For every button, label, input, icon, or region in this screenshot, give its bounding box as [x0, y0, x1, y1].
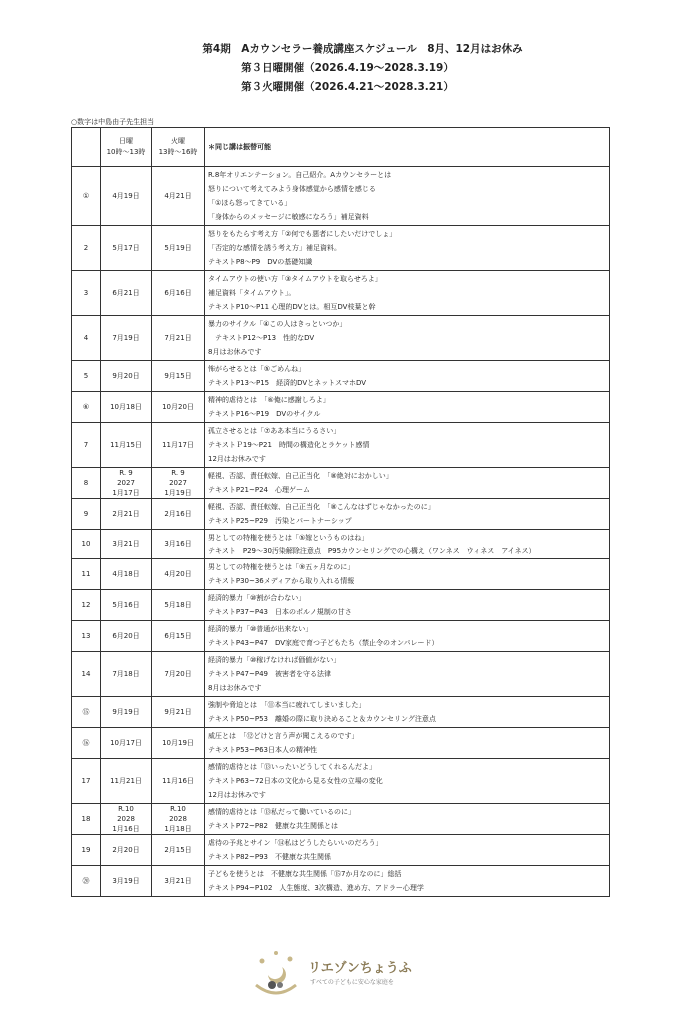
content-line: タイムアウトの使い方「③タイムアウトを取らせろよ」 [208, 275, 382, 283]
content-line: テキストP43~P47 DV家庭で育つ子どもたち（禁止令のオンパレード） [208, 639, 439, 647]
sunday-date [101, 866, 152, 897]
tuesday-date [152, 559, 205, 590]
tuesday-date [152, 728, 205, 759]
sunday-date [101, 361, 152, 392]
session-content [205, 590, 610, 621]
table-row [72, 759, 610, 804]
sunday-date [101, 530, 152, 559]
sunday-date [101, 423, 152, 468]
session-content [205, 167, 610, 226]
tuesday-date-text: 9月15日 [164, 372, 192, 380]
sunday-date-text: 5月16日 [112, 601, 140, 609]
content-line: 怒りについて考えてみよう身体感覚から感情を感じる [208, 185, 376, 193]
tuesday-date-text: R.10 [170, 805, 186, 813]
session-content [205, 759, 610, 804]
org-name: リエゾンちょうふ [308, 961, 412, 976]
session-number-text: 11 [81, 570, 91, 578]
session-number-text: 17 [81, 777, 91, 785]
sunday-date-text: 7月19日 [112, 334, 140, 342]
sunday-date-text: 7月18日 [112, 670, 140, 678]
session-number [72, 759, 101, 804]
tuesday-date-text: 7月20日 [164, 670, 192, 678]
session-number [72, 468, 101, 499]
tuesday-date [152, 468, 205, 499]
sunday-date-text: 10月17日 [110, 739, 142, 747]
session-number [72, 590, 101, 621]
tuesday-date [152, 759, 205, 804]
header-sunday-day: 日曜 [119, 137, 133, 145]
sunday-date [101, 559, 152, 590]
content-line: テキストP21~P24 心理ゲーム [208, 486, 310, 494]
session-number-text: ⑥ [82, 403, 90, 411]
sunday-date [101, 728, 152, 759]
session-content [205, 835, 610, 866]
session-number-text: 2 [83, 244, 89, 252]
schedule-table [71, 127, 610, 897]
sunday-date-text: 9月20日 [112, 372, 140, 380]
session-number [72, 499, 101, 530]
session-number-text: ① [82, 192, 90, 200]
tuesday-date [152, 423, 205, 468]
sunday-date [101, 392, 152, 423]
sunday-date [101, 167, 152, 226]
header-transfer-note: ＊同じ講は振替可能 [205, 128, 610, 167]
moon-stars-logo-icon [248, 945, 304, 1001]
table-row [72, 530, 610, 559]
tuesday-date-text: 10月20日 [162, 403, 194, 411]
tuesday-date-text: 11月17日 [162, 441, 194, 449]
sunday-date [101, 835, 152, 866]
content-line: R.8年オリエンテーション。自己紹介。Aカウンセラーとは [208, 171, 392, 179]
content-line: 経済的暴力「⑩割が合わない」 [208, 594, 306, 602]
sunday-date-text: 3月19日 [112, 877, 140, 885]
sunday-date [101, 621, 152, 652]
session-number [72, 316, 101, 361]
session-number-text: 19 [81, 846, 91, 854]
content-line: テキストP94~P102 人生態度、3次構造、進め方、アドラー心理学 [208, 884, 424, 892]
sunday-date-text: 4月18日 [112, 570, 140, 578]
session-content [205, 804, 610, 835]
tuesday-date-text: 4月20日 [164, 570, 192, 578]
document-header [0, 40, 675, 97]
session-number-text: 4 [83, 334, 89, 342]
tuesday-date-text: 3月21日 [164, 877, 192, 885]
session-number-text: 18 [81, 815, 91, 823]
tuesday-date-text: 3月16日 [164, 540, 192, 548]
content-line: 感情的虐待とは「⑬いったいどうしてくれるんだよ」 [208, 763, 376, 771]
session-number-text: 12 [81, 601, 91, 609]
table-header-row [72, 128, 610, 167]
session-number [72, 835, 101, 866]
content-line: テキストP82~P93 不健康な共生関係 [208, 853, 331, 861]
content-line: 軽視、否認、責任転嫁、自己正当化 「⑧絶対におかしい」 [208, 472, 393, 480]
tuesday-date [152, 835, 205, 866]
content-line: テキストP12～P13 性的なDV [208, 334, 315, 342]
sunday-date-text: 2027 [117, 479, 135, 487]
sunday-date-text: 11月15日 [110, 441, 142, 449]
tuesday-date-text: 5月19日 [164, 244, 192, 252]
header-number [72, 128, 101, 167]
content-line: 12月はお休みです [208, 455, 266, 463]
tuesday-date-text: 2月15日 [164, 846, 192, 854]
sunday-date-text: 2月20日 [112, 846, 140, 854]
header-tuesday-day: 火曜 [171, 137, 185, 145]
sunday-date-text: R. 9 [119, 469, 133, 477]
table-row [72, 652, 610, 697]
content-line: 怖がらせるとは「⑤ごめんね」 [208, 365, 306, 373]
session-number-text: 5 [83, 372, 89, 380]
session-content [205, 361, 610, 392]
table-row [72, 316, 610, 361]
sunday-date [101, 226, 152, 271]
content-line: テキストP72~P82 健康な共生関係とは [208, 822, 338, 830]
table-row [72, 697, 610, 728]
tuesday-date [152, 316, 205, 361]
table-row [72, 392, 610, 423]
header-tuesday-time: 13時～16時 [158, 148, 198, 156]
sunday-date [101, 499, 152, 530]
sunday-date-text: 6月20日 [112, 632, 140, 640]
content-line: 経済的暴力「⑩稼げなければ価値がない」 [208, 656, 341, 664]
session-number-text: 13 [81, 632, 91, 640]
sunday-date-text: R.10 [118, 805, 134, 813]
sunday-date [101, 316, 152, 361]
content-line: テキストP47~P49 被害者を守る法律 [208, 670, 331, 678]
session-content [205, 316, 610, 361]
tuesday-date [152, 271, 205, 316]
content-line: 「身体からのメッセージに敏感になろう」補足資料 [208, 213, 369, 221]
content-line: 威圧とは 「⑫どけと言う声が聞こえるのです」 [208, 732, 359, 740]
session-content [205, 423, 610, 468]
session-number-text: ⑮ [82, 708, 90, 716]
tuesday-date [152, 392, 205, 423]
content-line: テキストP53~P63日本人の精神性 [208, 746, 317, 754]
content-line: テキストP30~36メディアから取り入れる情報 [208, 577, 355, 585]
tuesday-date-text: 7月21日 [164, 334, 192, 342]
session-content [205, 530, 610, 559]
session-content [205, 621, 610, 652]
session-number [72, 530, 101, 559]
sunday-date [101, 590, 152, 621]
session-content [205, 226, 610, 271]
content-line: 子どもを使うとは 不健康な共生関係「⑮7か月なのに」総括 [208, 870, 402, 878]
sunday-date [101, 759, 152, 804]
sunday-date-text: 10月18日 [110, 403, 142, 411]
tuesday-date [152, 804, 205, 835]
sunday-date-text: 5月17日 [112, 244, 140, 252]
content-line: 「①ほら怒ってきている」 [208, 199, 292, 207]
content-line: 虐待の予兆とサイン「⑭私はどうしたらいいのだろう」 [208, 839, 383, 847]
content-line: テキスト P29～30汚染解除注意点 P95カウンセリングでの心構え（ワンネス ウィネス アイネス） [208, 547, 536, 555]
table-row [72, 271, 610, 316]
session-number-text: 3 [83, 289, 89, 297]
session-content [205, 866, 610, 897]
table-row [72, 468, 610, 499]
session-number-text: ⑳ [82, 877, 90, 885]
sunday-date-text: 4月19日 [112, 192, 140, 200]
tuesday-date [152, 866, 205, 897]
session-content [205, 728, 610, 759]
sunday-date-text: 3月21日 [112, 540, 140, 548]
table-row [72, 423, 610, 468]
header-sunday [101, 128, 152, 167]
content-line: テキストP50~P53 離婚の際に取り決めること＆カウンセリング注意点 [208, 715, 436, 723]
session-content [205, 271, 610, 316]
content-line: 男としての特権を使うとは「⑤嫁というものはね」 [208, 534, 369, 542]
header-sunday-time: 10時～13時 [106, 148, 146, 156]
session-number [72, 866, 101, 897]
content-line: 強制や脅迫とは 「⑪本当に疲れてしまいました」 [208, 701, 366, 709]
instructor-note: ○数字は中島由子先生担当 [71, 118, 155, 126]
sunday-date [101, 697, 152, 728]
sunday-date [101, 804, 152, 835]
table-row [72, 728, 610, 759]
table-row [72, 167, 610, 226]
tuesday-date [152, 652, 205, 697]
table-row [72, 226, 610, 271]
tuesday-date-text: 4月21日 [164, 192, 192, 200]
tuesday-date [152, 530, 205, 559]
tuesday-date [152, 697, 205, 728]
tuesday-date [152, 499, 205, 530]
tuesday-date [152, 621, 205, 652]
org-tagline: すべての子どもに安心な家庭を [310, 979, 394, 986]
content-line: 男としての特権を使うとは「⑨五ヶ月なのに」 [208, 563, 355, 571]
sunday-date-text: 2028 [117, 815, 135, 823]
session-number-text: 8 [83, 479, 89, 487]
tuesday-date-text: 2027 [169, 479, 187, 487]
tuesday-period: 第３火曜開催（2026.4.21～2028.3.21） [241, 81, 454, 93]
content-line: 軽視、否認、責任転嫁、自己正当化 「⑧こんなはずじゃなかったのに」 [208, 503, 435, 511]
content-line: テキストP13～P15 経済的DVとネットスマホDV [208, 379, 367, 387]
content-line: 精神的虐待とは 「⑥俺に感謝しろよ」 [208, 396, 330, 404]
page-title: 第4期 Aカウンセラー養成講座スケジュール 8月、12月はお休み [202, 43, 523, 55]
sunday-date [101, 468, 152, 499]
sunday-date-text: 11月21日 [110, 777, 142, 785]
session-number-text: ⑯ [82, 739, 90, 747]
session-number-text: 7 [83, 441, 89, 449]
session-number [72, 804, 101, 835]
content-line: テキストP16～P19 DVのサイクル [208, 410, 321, 418]
tuesday-date [152, 226, 205, 271]
content-line: 暴力のサイクル「④この人はきっといつか」 [208, 320, 347, 328]
session-content [205, 652, 610, 697]
tuesday-date [152, 590, 205, 621]
schedule-body [72, 167, 610, 897]
sunday-date [101, 652, 152, 697]
content-line: 経済的暴力「⑩普通が出来ない」 [208, 625, 313, 633]
header-tuesday [152, 128, 205, 167]
table-row [72, 590, 610, 621]
sunday-date-text: 2月21日 [112, 510, 140, 518]
content-line: 怒りをもたらす考え方「②何でも悪者にしたいだけでしょ」 [208, 230, 397, 238]
content-line: テキストＰ19～P21 時間の構造化とラケット感情 [208, 441, 370, 449]
tuesday-date-text: 6月16日 [164, 289, 192, 297]
table-row [72, 804, 610, 835]
tuesday-date-text: 10月19日 [162, 739, 194, 747]
table-row [72, 499, 610, 530]
tuesday-date-text: 1月19日 [164, 489, 192, 497]
tuesday-date-text: 6月15日 [164, 632, 192, 640]
tuesday-date-text: 1月18日 [164, 825, 192, 833]
content-line: 12月はお休みです [208, 791, 266, 799]
sunday-date-text: 6月21日 [112, 289, 140, 297]
table-row [72, 559, 610, 590]
content-line: 感情的虐待とは「⑬私だって働いているのに」 [208, 808, 355, 816]
session-number-text: 9 [83, 510, 89, 518]
tuesday-date [152, 167, 205, 226]
session-number [72, 226, 101, 271]
table-row [72, 866, 610, 897]
table-row [72, 361, 610, 392]
session-content [205, 392, 610, 423]
session-number [72, 559, 101, 590]
content-line: テキストP8～P9 DVの基礎知識 [208, 258, 313, 266]
session-number [72, 361, 101, 392]
sunday-date-text: 9月19日 [112, 708, 140, 716]
tuesday-date-text: 2月16日 [164, 510, 192, 518]
tuesday-date-text: 9月21日 [164, 708, 192, 716]
table-row [72, 621, 610, 652]
content-line: 「否定的な感情を誘う考え方」補足資料。 [208, 244, 341, 252]
session-number [72, 697, 101, 728]
sunday-date-text: 1月17日 [112, 489, 140, 497]
content-line: テキストP63~72日本の文化から見る女性の立場の変化 [208, 777, 383, 785]
sunday-date [101, 271, 152, 316]
tuesday-date-text: 5月18日 [164, 601, 192, 609]
content-line: 8月はお休みです [208, 684, 262, 692]
session-number [72, 271, 101, 316]
content-line: 補足資料「タイムアウト」。 [208, 289, 296, 297]
session-number [72, 652, 101, 697]
content-line: テキストP37~P43 日本のポルノ規制の甘さ [208, 608, 352, 616]
content-line: 8月はお休みです [208, 348, 262, 356]
session-number-text: 10 [81, 540, 91, 548]
session-number-text: 14 [81, 670, 91, 678]
tuesday-date [152, 361, 205, 392]
content-line: テキストP10～P11 心理的DVとは。相互DV枝葉と幹 [208, 303, 376, 311]
tuesday-date-text: 11月16日 [162, 777, 194, 785]
content-line: 孤立させるとは「⑦ああ本当にうるさい」 [208, 427, 341, 435]
session-content [205, 559, 610, 590]
tuesday-date-text: 2028 [169, 815, 187, 823]
session-number [72, 621, 101, 652]
session-content [205, 697, 610, 728]
tuesday-date-text: R. 9 [171, 469, 185, 477]
session-content [205, 468, 610, 499]
session-content [205, 499, 610, 530]
footer-logo [248, 945, 448, 1005]
session-number [72, 167, 101, 226]
table-row [72, 835, 610, 866]
session-number [72, 728, 101, 759]
session-number [72, 392, 101, 423]
sunday-date-text: 1月16日 [112, 825, 140, 833]
content-line: テキストP25~P29 汚染とパートナーシップ [208, 517, 352, 525]
session-number [72, 423, 101, 468]
sunday-period: 第３日曜開催（2026.4.19～2028.3.19） [241, 62, 454, 74]
